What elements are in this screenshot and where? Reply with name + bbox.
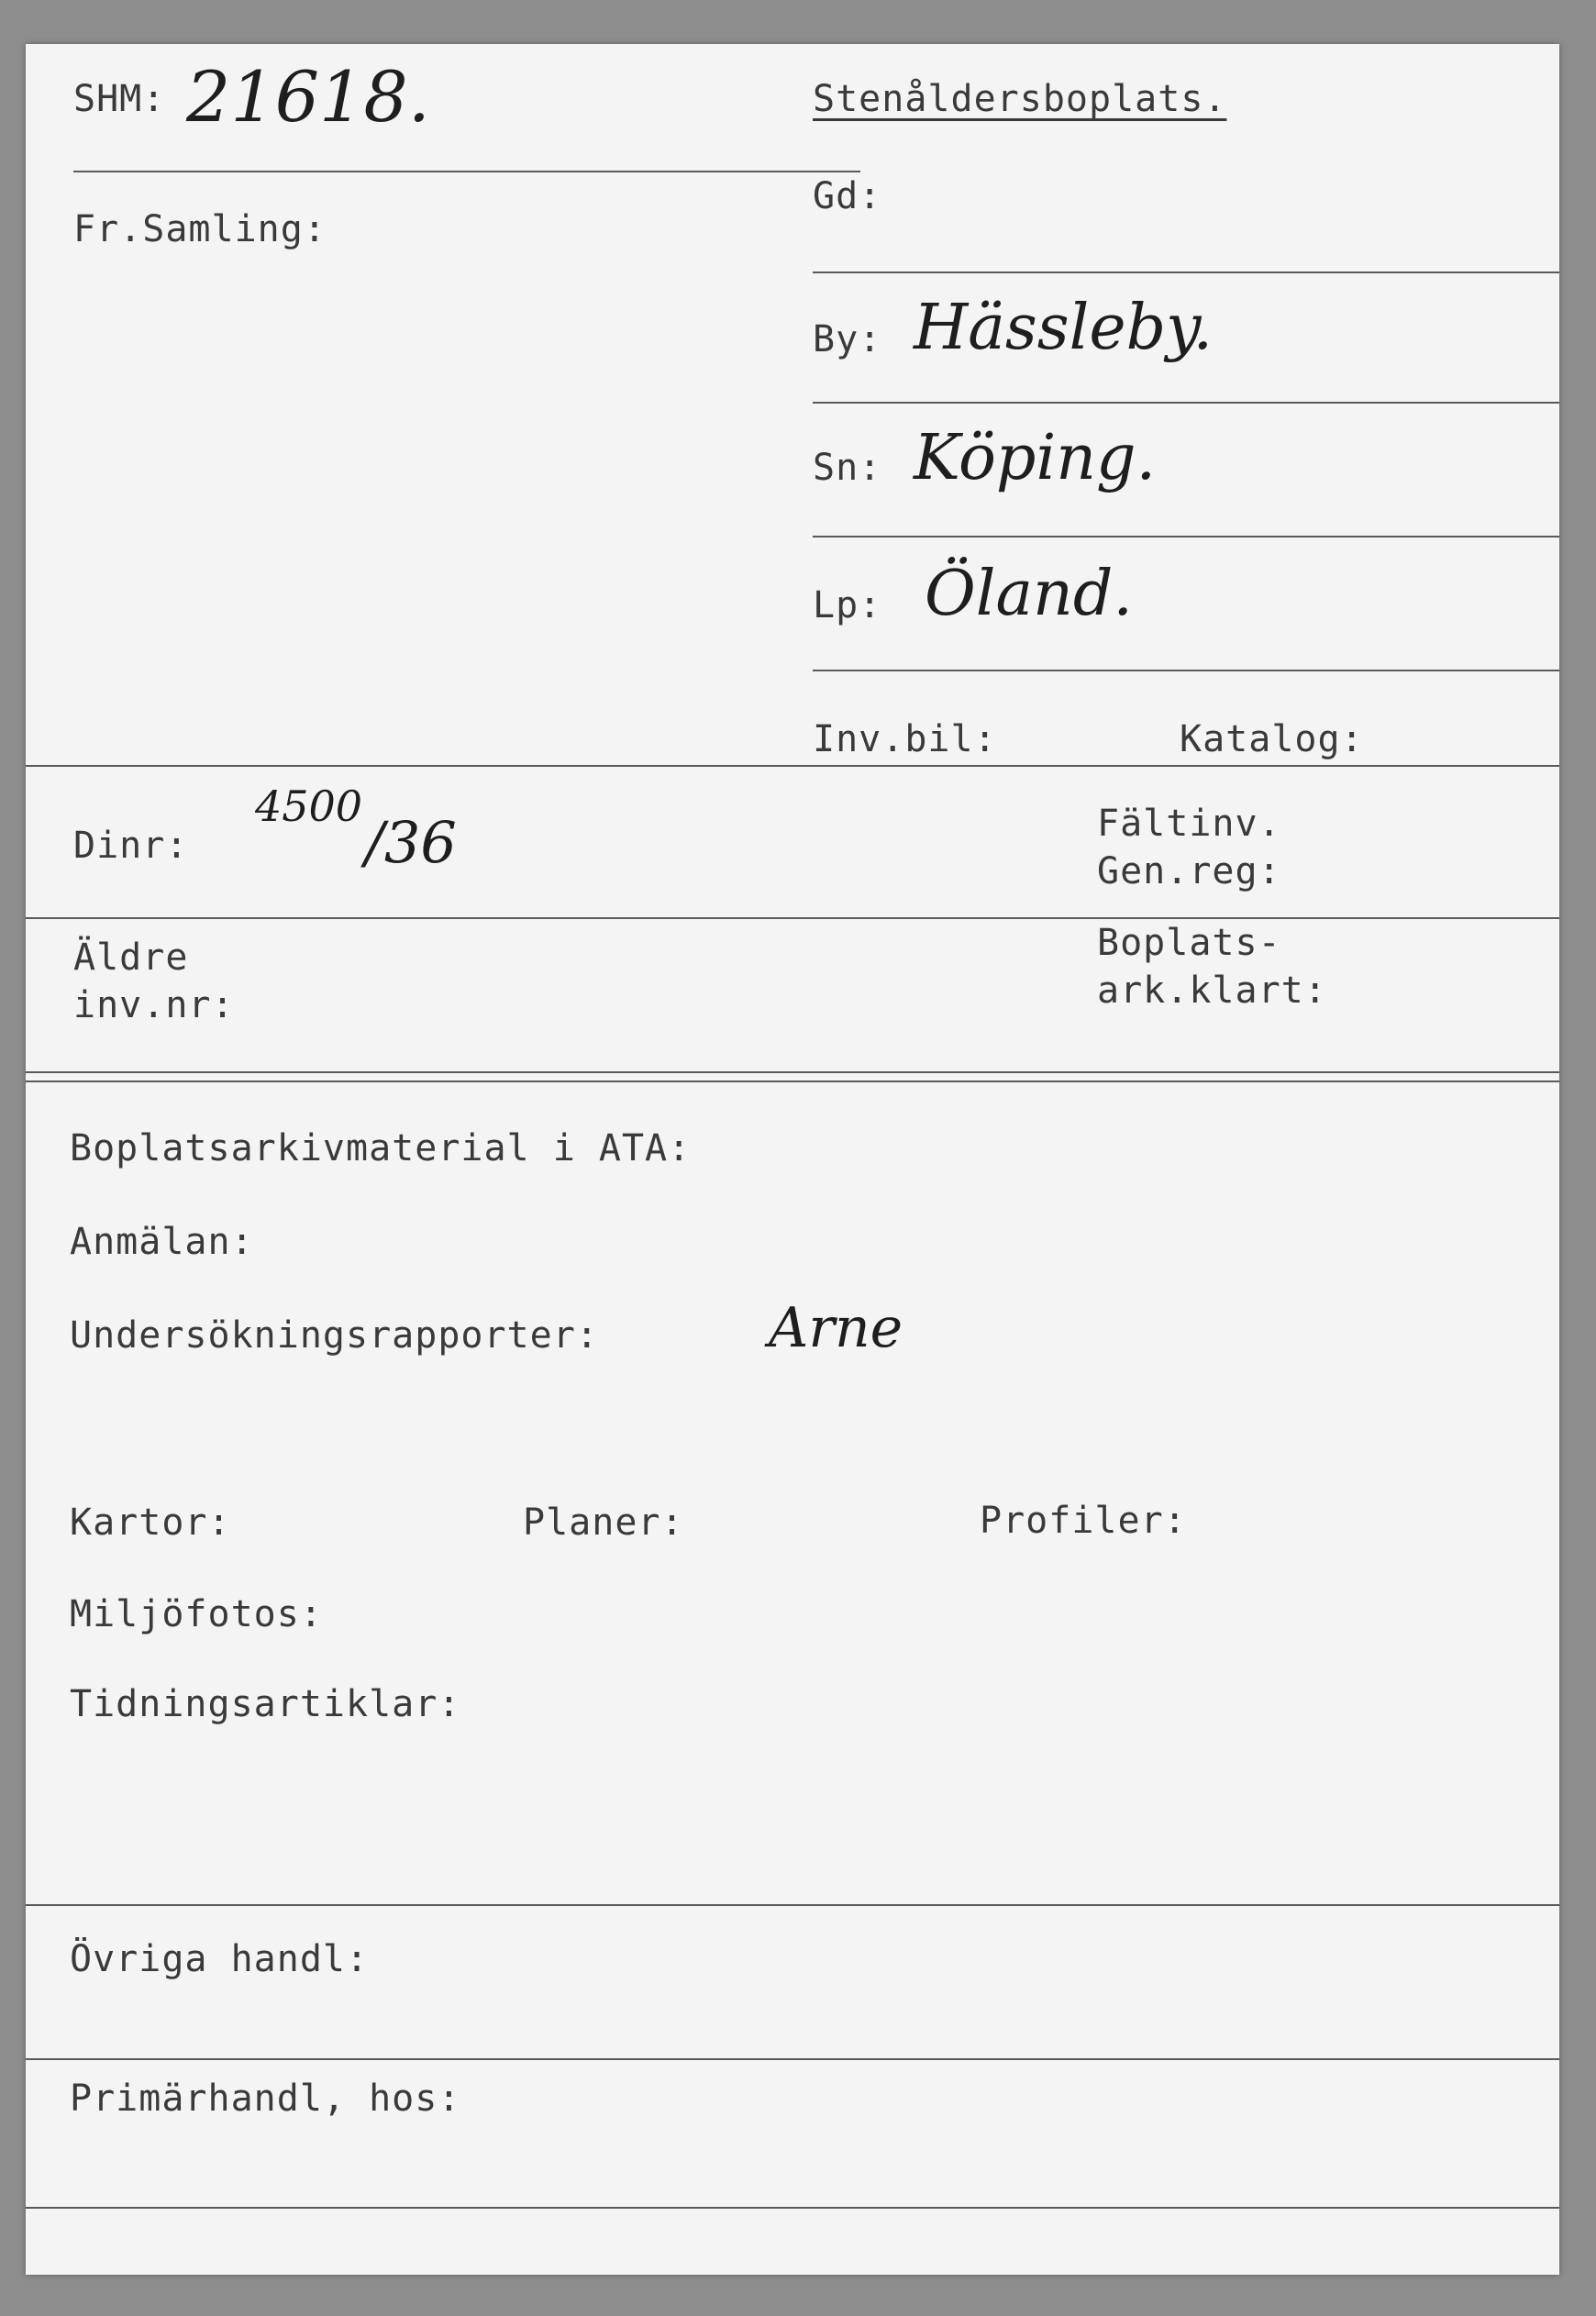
divider-lp: [813, 670, 1559, 671]
undersokning-value: Arne: [769, 1296, 903, 1360]
by-value: Hässleby.: [914, 292, 1214, 364]
faltinv-label: Fältinv.: [1097, 803, 1281, 845]
katalog-label: Katalog:: [1180, 718, 1364, 760]
archive-heading: Boplatsarkivmaterial i ATA:: [70, 1127, 692, 1169]
dinr-value-top: 4500: [255, 781, 363, 831]
category-title: Stenåldersboplats.: [813, 78, 1227, 120]
anmalan-label: Anmälan:: [70, 1221, 254, 1263]
kartor-label: Kartor:: [70, 1502, 231, 1544]
divider-shm: [73, 171, 860, 172]
undersokning-label: Undersökningsrapporter:: [70, 1314, 599, 1357]
lp-value: Öland.: [925, 558, 1133, 630]
divider-gd: [813, 271, 1559, 273]
ark-klart-label: ark.klart:: [1097, 970, 1327, 1012]
lp-label: Lp:: [813, 584, 882, 626]
miljofotos-label: Miljöfotos:: [70, 1593, 323, 1635]
aldre-label: Äldre: [73, 936, 189, 979]
ovriga-label: Övriga handl:: [70, 1938, 370, 1980]
divider-top-section: [26, 765, 1559, 767]
divider-bottom: [26, 2207, 1559, 2209]
genreg-label: Gen.reg:: [1097, 850, 1281, 892]
gd-label: Gd:: [813, 175, 882, 217]
inv-nr-label: inv.nr:: [73, 984, 235, 1026]
boplats-label: Boplats-: [1097, 922, 1281, 964]
sn-value: Köping.: [914, 422, 1157, 494]
divider-aldre-1: [26, 1071, 1559, 1073]
divider-by: [813, 402, 1559, 404]
fr-samling-label: Fr.Samling:: [73, 208, 327, 250]
divider-ovriga: [26, 2058, 1559, 2060]
shm-label: SHM:: [73, 78, 166, 120]
divider-sn: [813, 536, 1559, 537]
sn-label: Sn:: [813, 447, 882, 489]
dinr-value-bottom: /36: [365, 809, 457, 876]
catalog-card: [26, 44, 1559, 2275]
shm-value: 21618.: [186, 56, 430, 138]
planer-label: Planer:: [523, 1502, 684, 1544]
inv-bil-label: Inv.bil:: [813, 718, 997, 760]
primarhandl-label: Primärhandl, hos:: [70, 2078, 461, 2120]
by-label: By:: [813, 318, 882, 360]
dinr-label: Dinr:: [73, 825, 189, 867]
divider-aldre-2: [26, 1080, 1559, 1082]
divider-dinr: [26, 917, 1559, 919]
tidningsartiklar-label: Tidningsartiklar:: [70, 1683, 461, 1725]
divider-archive: [26, 1904, 1559, 1906]
profiler-label: Profiler:: [980, 1500, 1187, 1542]
